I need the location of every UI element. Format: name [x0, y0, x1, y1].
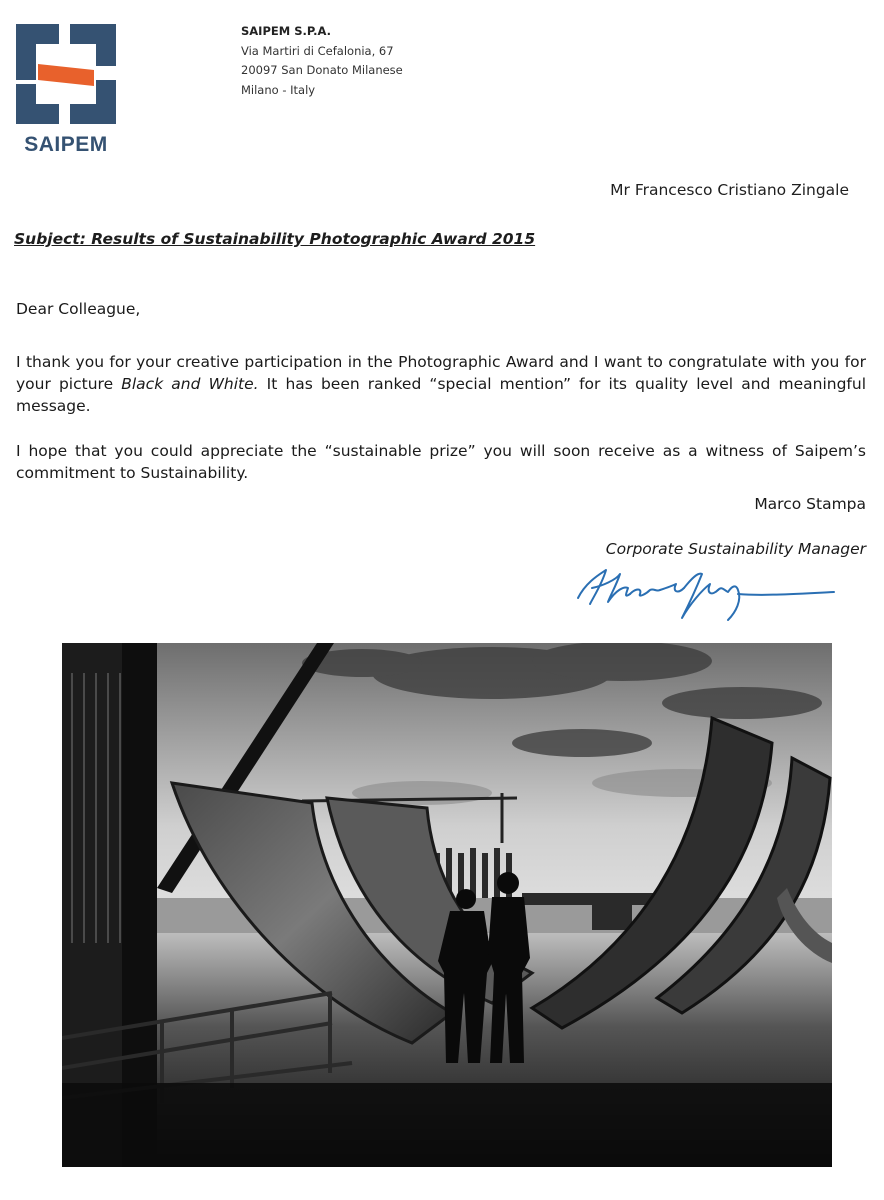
recipient: Mr Francesco Cristiano Zingale: [610, 181, 849, 199]
address-line-2: 20097 San Donato Milanese: [241, 63, 403, 77]
company-address: [241, 22, 403, 100]
signer-name: Marco Stampa: [754, 495, 866, 513]
award-photograph: [62, 643, 832, 1167]
company-name: SAIPEM S.P.A.: [241, 24, 332, 38]
address-line-1: Via Martiri di Cefalonia, 67: [241, 43, 394, 58]
subject-line: Subject: Results of Sustainability Photographic Award 2015: [14, 230, 536, 248]
logo-wordmark: SAIPEM: [24, 133, 108, 156]
address-line-3: Milano - Italy: [241, 82, 316, 97]
handwritten-signature: [572, 560, 842, 630]
greeting: Dear Colleague,: [16, 300, 141, 318]
picture-title: Black and White.: [121, 375, 259, 393]
p1-text-before: I thank you for your creative participation in the Photographic Award and I want to congratulate with you for your picture: [16, 353, 866, 393]
signer-title: Corporate Sustainability Manager: [605, 540, 866, 558]
body-paragraph-1: [16, 351, 866, 417]
body-paragraph-2: I hope that you could appreciate the “sustainable prize” you will soon receive as a witness of Saipem’s commitment to Sustainability.: [16, 442, 866, 482]
p1-text-after: It has been ranked “special mention” for its quality level and meaningful message.: [16, 375, 867, 415]
